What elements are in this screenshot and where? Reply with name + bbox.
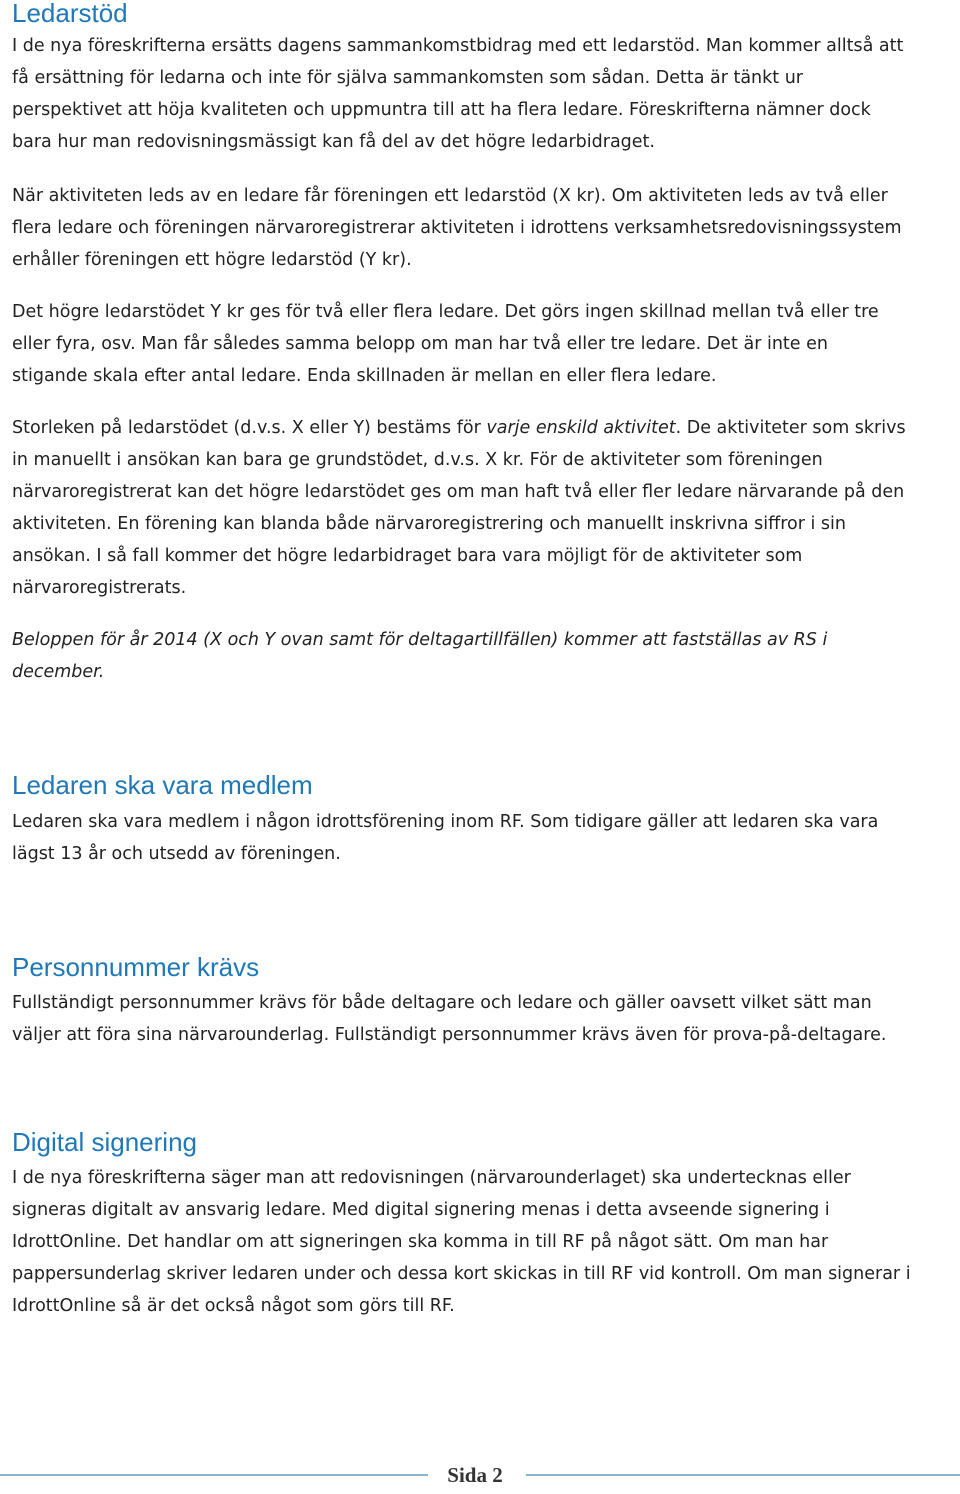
text-line: signeras digitalt av ansvarig ledare. Med digital signering menas i detta avseende signering i (12, 1200, 830, 1220)
text-line: När aktiviteten leds av en ledare får föreningen ett ledarstöd (X kr). Om aktiviteten leds av två eller (12, 186, 888, 206)
text-line (12, 412, 952, 444)
section-heading-ledarstod: Ledarstöd (12, 0, 128, 28)
text-line: december. (12, 662, 105, 682)
text-line: närvaroregistrerat kan det högre ledarstödet ges om man haft två eller fler ledare närvarande på den (12, 482, 905, 502)
text-line: stigande skala efter antal ledare. Enda skillnaden är mellan en eller flera ledare. (12, 366, 717, 386)
text-line: flera ledare och föreningen närvaroregistrerar aktiviteten i idrottens verksamhetsredovisningssystem (12, 218, 902, 238)
text-run: Storleken på ledarstödet (d.v.s. X eller Y) bestäms för (12, 418, 487, 438)
text-run: . De aktiviteter som skrivs (675, 418, 906, 438)
footer-rule-right (526, 1474, 960, 1476)
text-line: aktiviteten. En förening kan blanda både närvaroregistrering och manuellt inskrivna siffror i sin (12, 514, 846, 534)
emphasis-text: varje enskild aktivitet (486, 418, 676, 438)
text-line: in manuellt i ansökan kan bara ge grundstödet, d.v.s. X kr. För de aktiviteter som föreningen (12, 450, 823, 470)
paragraph-personnummer (12, 987, 952, 1051)
page-footer (0, 1458, 960, 1494)
paragraph-ledarstod-amounts (12, 180, 952, 276)
text-line: ansökan. I så fall kommer det högre ledarbidraget bara vara möjligt för de aktiviteter som (12, 546, 803, 566)
text-line: väljer att föra sina närvarounderlag. Fullständigt personnummer krävs även för prova-på-deltagare. (12, 1025, 887, 1045)
paragraph-ledarstod-size (12, 412, 952, 604)
text-line: lägst 13 år och utsedd av föreningen. (12, 844, 341, 864)
text-line: Beloppen för år 2014 (X och Y ovan samt för deltagartillfällen) kommer att fastställas av RS i (12, 630, 828, 650)
text-line: pappersunderlag skriver ledaren under och dessa kort skickas in till RF vid kontroll. Om man signerar i (12, 1264, 911, 1284)
paragraph-ledarstod-higher (12, 296, 952, 392)
section-heading-signering: Digital signering (12, 1127, 197, 1157)
text-line: perspektivet att höja kvaliteten och uppmuntra till att ha flera ledare. Föreskrifterna nämner dock (12, 100, 871, 120)
text-line: IdrottOnline. Det handlar om att signeringen ska komma in till RF på något sätt. Om man har (12, 1232, 829, 1252)
text-line: få ersättning för ledarna och inte för själva sammankomsten som sådan. Detta är tänkt ur (12, 68, 803, 88)
text-line: I de nya föreskrifterna ersätts dagens sammankomstbidrag med ett ledarstöd. Man kommer alltså att (12, 36, 904, 56)
section-heading-medlem: Ledaren ska vara medlem (12, 770, 313, 800)
paragraph-medlem (12, 806, 952, 870)
text-line: eller fyra, osv. Man får således samma belopp om man har två eller tre ledare. Det är inte en (12, 334, 828, 354)
text-line: närvaroregistrerats. (12, 578, 187, 598)
text-line: IdrottOnline så är det också något som görs till RF. (12, 1296, 455, 1316)
text-line: Fullständigt personnummer krävs för både deltagare och ledare och gäller oavsett vilket sätt man (12, 993, 872, 1013)
footer-rule-left (0, 1474, 428, 1476)
paragraph-signering (12, 1162, 952, 1322)
text-line: Det högre ledarstödet Y kr ges för två eller flera ledare. Det görs ingen skillnad mellan två eller tre (12, 302, 879, 322)
text-line: bara hur man redovisningsmässigt kan få del av det högre ledarbidraget. (12, 132, 655, 152)
paragraph-ledarstod-intro (12, 30, 952, 158)
page-number: Sida 2 (447, 1463, 503, 1487)
paragraph-ledarstod-amounts-note (12, 624, 952, 688)
text-line: erhåller föreningen ett högre ledarstöd (Y kr). (12, 250, 412, 270)
text-line: Ledaren ska vara medlem i någon idrottsförening inom RF. Som tidigare gäller att ledaren ska vara (12, 812, 879, 832)
section-heading-personnummer: Personnummer krävs (12, 952, 260, 982)
text-line: I de nya föreskrifterna säger man att redovisningen (närvarounderlaget) ska undertecknas eller (12, 1168, 851, 1188)
